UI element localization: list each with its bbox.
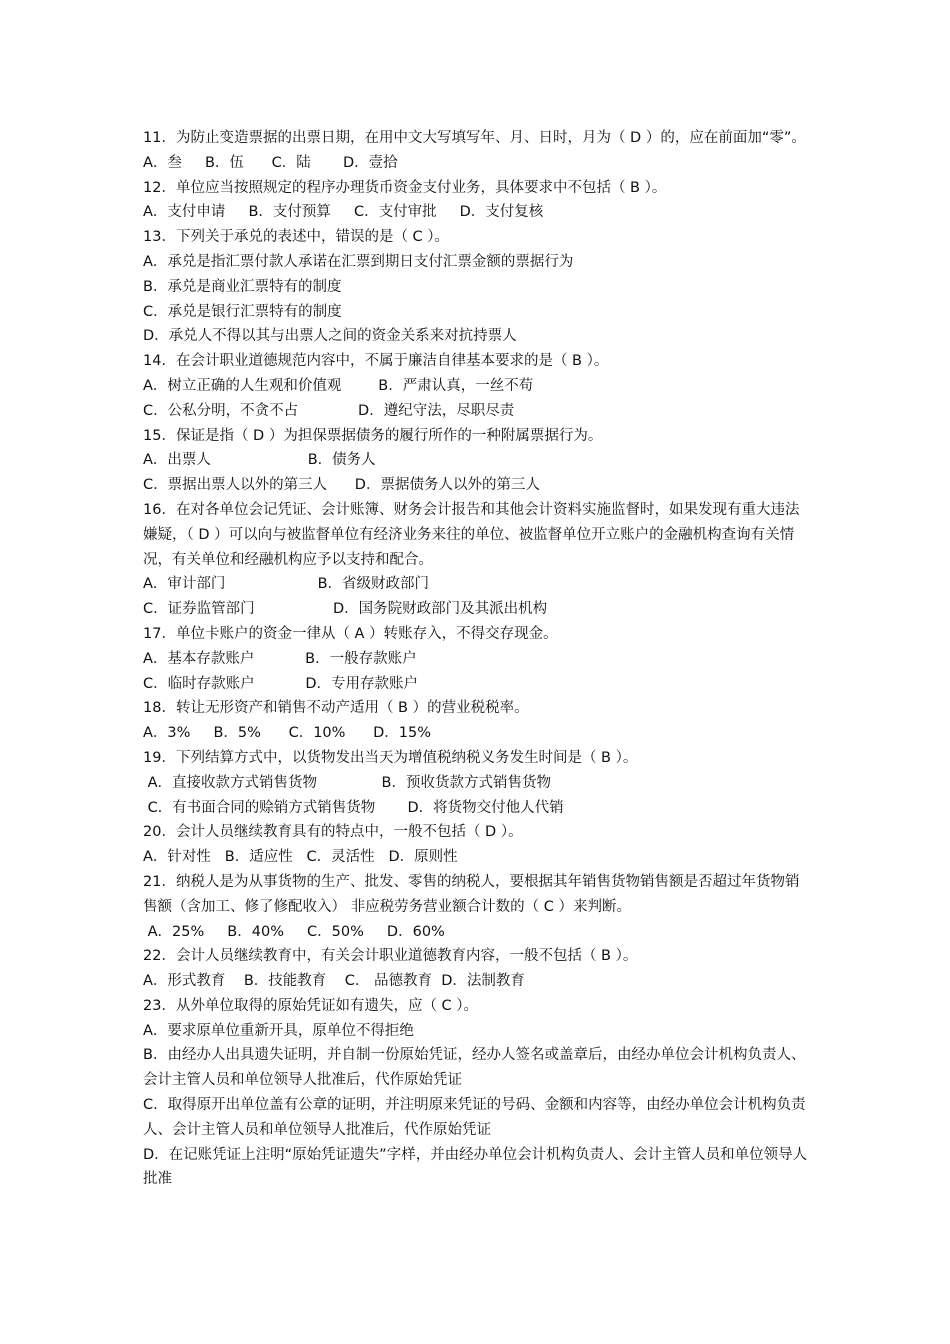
question-text: 18．转让无形资产和销售不动产适用（ B ）的营业税税率。 (143, 700, 529, 717)
question-text: 16．在对各单位会记凭证、会计账簿、财务会计报告和其他会计资料实施监督时，如果发现有重大违法嫌疑，（ D ）可以向与被监督单位有经济业务来往的单位、被监督单位开立账户的金融机构查询有关情况，有关单位和经融机构应予以支持和配合。 (143, 501, 800, 568)
option-line: A．承兑是指汇票付款人承诺在汇票到期日支付汇票金额的票据行为 (143, 253, 574, 270)
option-line: A．3% B．5% C．10% D．15% (143, 725, 431, 742)
question-text: 14．在会计职业道德规范内容中，不属于廉洁自律基本要求的是（ B ）。 (143, 353, 609, 370)
option-line: B．承兑是商业汇票特有的制度 (143, 278, 342, 295)
option-line: C．证券监管部门 D．国务院财政部门及其派出机构 (143, 601, 548, 618)
question-text: 19．下列结算方式中，以货物发出当天为增值税纳税义务发生时间是（ B ）。 (143, 749, 638, 766)
question-text: 12．单位应当按照规定的程序办理货币资金支付业务，具体要求中不包括（ B ）。 (143, 179, 667, 196)
option-line: C．公私分明，不贪不占 D．遵纪守法，尽职尽责 (143, 402, 515, 419)
question-text: 21．纳税人是为从事货物的生产、批发、零售的纳税人，要根据其年销售货物销售额是否超过年货物销售额（含加工、修了修配收入） 非应税劳务营业额合计数的（ C ）来判断。 (143, 873, 800, 915)
option-line: C．临时存款账户 D．专用存款账户 (143, 675, 418, 692)
question-text: 13．下列关于承兑的表述中，错误的是（ C ）。 (143, 229, 450, 246)
question-text: 11．为防止变造票据的出票日期，在用中文大写填写年、月、日时，月为（ D ）的，应在前面加“零”。 (143, 130, 806, 146)
option-line: A．基本存款账户 B．一般存款账户 (143, 650, 417, 667)
option-line: A．审计部门 B．省级财政部门 (143, 576, 430, 593)
option-line: A．形式教育 B．技能教育 C． 品德教育 D．法制教育 (143, 973, 525, 990)
option-line: A．要求原单位重新开具，原单位不得拒绝 (143, 1022, 414, 1039)
option-line: A．25% B．40% C．50% D．60% (143, 923, 445, 940)
option-line: D．承兑人不得以其与出票人之间的资金关系来对抗持票人 (143, 328, 517, 345)
question-text: 15．保证是指（ D ）为担保票据债务的履行所作的一种附属票据行为。 (143, 427, 603, 444)
option-line: A．支付申请 B．支付预算 C．支付审批 D．支付复核 (143, 204, 544, 221)
question-text: D．在记账凭证上注明“原始凭证遗失”字样，并由经办单位会计机构负责人、会计主管人员和单位领导人批准 (143, 1146, 808, 1188)
option-line: A．出票人 B．债务人 (143, 452, 376, 469)
question-text: 22．会计人员继续教育中，有关会计职业道德教育内容，一般不包括（ B ）。 (143, 948, 638, 965)
question-list (143, 126, 813, 1192)
option-line: A．直接收款方式销售货物 B．预收货款方式销售货物 (143, 774, 552, 791)
question-text: 17．单位卡账户的资金一律从（ A ）转账存入，不得交存现金。 (143, 625, 558, 642)
option-line: A．针对性 B．适应性 C．灵活性 D．原则性 (143, 849, 458, 866)
option-line: A．叁 B．伍 C．陆 D．壹拾 (143, 154, 398, 171)
question-text: 23．从外单位取得的原始凭证如有遗失，应（ C ）。 (143, 997, 479, 1014)
option-line: A．树立正确的人生观和价值观 B．严肃认真，一丝不苟 (143, 377, 534, 394)
option-line: C．有书面合同的赊销方式销售货物 D．将货物交付他人代销 (143, 799, 564, 816)
option-line: C．承兑是银行汇票特有的制度 (143, 303, 342, 320)
question-text: 20．会计人员继续教育具有的特点中，一般不包括（ D ）。 (143, 824, 523, 841)
question-text: C．取得原开出单位盖有公章的证明，并注明原来凭证的号码、金额和内容等，由经办单位会计机构负责人、会计主管人员和单位领导人批准后，代作原始凭证 (143, 1097, 806, 1138)
option-line: C．票据出票人以外的第三人 D．票据债务人以外的第三人 (143, 477, 540, 494)
question-text: B．由经办人出具遗失证明，并自制一份原始凭证，经办人签名或盖章后，由经办单位会计机构负责人、会计主管人员和单位领导人批准后，代作原始凭证 (143, 1047, 806, 1089)
